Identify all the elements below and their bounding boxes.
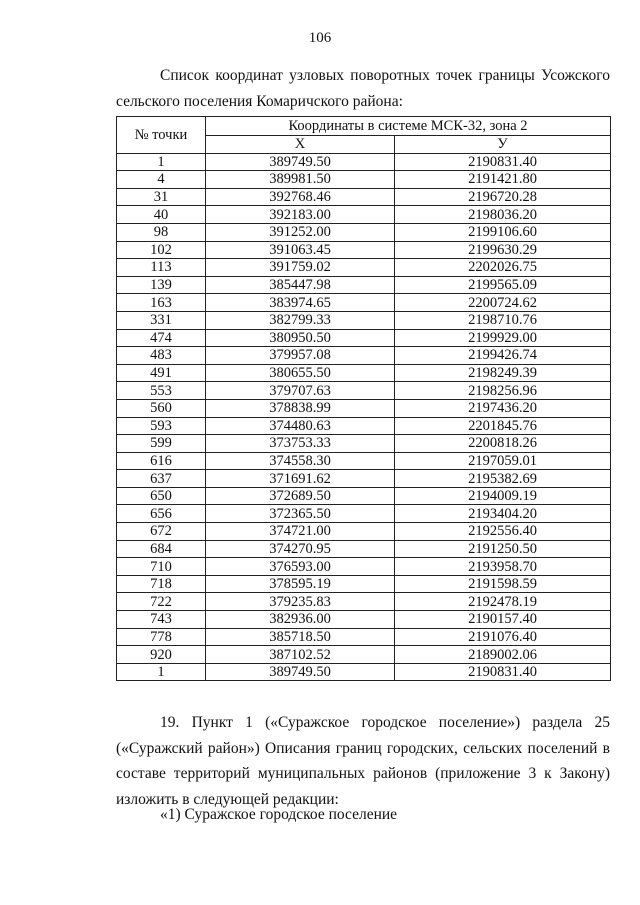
cell-x: 374558.30 [206,452,395,470]
intro-paragraph [116,63,610,115]
cell-x: 379707.63 [206,382,395,400]
cell-x: 372365.50 [206,505,395,523]
cell-y: 2191076.40 [395,628,611,646]
cell-y: 2192478.19 [395,593,611,611]
cell-y: 2197436.20 [395,399,611,417]
item-1-heading: «1) Суражское городское поселение [160,806,398,823]
cell-y: 2196720.28 [395,188,611,206]
header-x: X [206,136,395,154]
intro-line-1: Список координат узловых поворотных точек границы Усожского [160,67,610,84]
cell-x: 383974.65 [206,294,395,312]
cell-point-number: 743 [117,611,206,629]
cell-x: 389749.50 [206,663,395,681]
cell-y: 2199929.00 [395,329,611,347]
cell-point-number: 98 [117,223,206,241]
table-row [117,663,611,681]
cell-y: 2193958.70 [395,558,611,576]
table-row [117,593,611,611]
intro-line-2: сельского поселения Комаричского района: [116,93,403,110]
cell-y: 2198036.20 [395,206,611,224]
cell-point-number: 4 [117,171,206,189]
table-row [117,347,611,365]
page-number: 106 [308,30,332,46]
cell-point-number: 163 [117,294,206,312]
cell-y: 2198256.96 [395,382,611,400]
cell-y: 2195382.69 [395,470,611,488]
table-row [117,523,611,541]
cell-x: 373753.33 [206,435,395,453]
cell-y: 2199106.60 [395,223,611,241]
cell-point-number: 656 [117,505,206,523]
cell-point-number: 710 [117,558,206,576]
cell-point-number: 1 [117,663,206,681]
cell-y: 2200818.26 [395,435,611,453]
cell-y: 2202026.75 [395,259,611,277]
table-row [117,435,611,453]
header-point-number: № точки [117,117,206,154]
cell-x: 392768.46 [206,188,395,206]
cell-point-number: 113 [117,259,206,277]
cell-x: 392183.00 [206,206,395,224]
table-row [117,575,611,593]
cell-x: 385447.98 [206,276,395,294]
table-row [117,171,611,189]
cell-x: 385718.50 [206,628,395,646]
cell-y: 2190831.40 [395,153,611,171]
table-row [117,505,611,523]
paragraph-19: 19. Пункт 1 («Суражское городское поселение») раздела 25 («Суражский район») Описания границ городских, сельских поселений в составе территорий муниципальных районов (приложение 3 к Закону) изложить в следующей редакции: [116,714,610,808]
cell-point-number: 593 [117,417,206,435]
cell-x: 372689.50 [206,487,395,505]
table-row [117,311,611,329]
cell-x: 387102.52 [206,646,395,664]
cell-x: 374270.95 [206,540,395,558]
cell-x: 374480.63 [206,417,395,435]
cell-y: 2194009.19 [395,487,611,505]
cell-x: 391252.00 [206,223,395,241]
cell-point-number: 650 [117,487,206,505]
cell-x: 376593.00 [206,558,395,576]
table-row [117,470,611,488]
table-row [117,153,611,171]
cell-point-number: 718 [117,575,206,593]
cell-point-number: 920 [117,646,206,664]
cell-x: 378838.99 [206,399,395,417]
cell-point-number: 560 [117,399,206,417]
cell-point-number: 474 [117,329,206,347]
cell-x: 391759.02 [206,259,395,277]
table-row [117,329,611,347]
cell-point-number: 331 [117,311,206,329]
table-row [117,188,611,206]
cell-y: 2199426.74 [395,347,611,365]
table-row [117,276,611,294]
cell-point-number: 637 [117,470,206,488]
cell-y: 2193404.20 [395,505,611,523]
cell-x: 374721.00 [206,523,395,541]
cell-y: 2198249.39 [395,364,611,382]
cell-x: 379957.08 [206,347,395,365]
cell-y: 2191421.80 [395,171,611,189]
cell-y: 2191598.59 [395,575,611,593]
cell-y: 2190831.40 [395,663,611,681]
table-row [117,206,611,224]
table-row [117,294,611,312]
cell-y: 2189002.06 [395,646,611,664]
cell-y: 2190157.40 [395,611,611,629]
coordinates-table [116,116,611,681]
cell-x: 391063.45 [206,241,395,259]
cell-y: 2199630.29 [395,241,611,259]
header-coordinate-system: Координаты в системе МСК-32, зона 2 [206,117,611,136]
cell-x: 379235.83 [206,593,395,611]
cell-x: 378595.19 [206,575,395,593]
cell-x: 389749.50 [206,153,395,171]
cell-y: 2199565.09 [395,276,611,294]
cell-x: 382936.00 [206,611,395,629]
cell-y: 2197059.01 [395,452,611,470]
table-row [117,540,611,558]
cell-x: 382799.33 [206,311,395,329]
cell-point-number: 102 [117,241,206,259]
table-row [117,399,611,417]
coordinates-table-body [117,153,611,681]
cell-y: 2198710.76 [395,311,611,329]
cell-point-number: 40 [117,206,206,224]
cell-x: 380950.50 [206,329,395,347]
cell-point-number: 491 [117,364,206,382]
cell-y: 2192556.40 [395,523,611,541]
table-row [117,558,611,576]
header-y: У [395,136,611,154]
cell-point-number: 139 [117,276,206,294]
table-row [117,382,611,400]
cell-point-number: 684 [117,540,206,558]
cell-point-number: 1 [117,153,206,171]
table-row [117,487,611,505]
cell-x: 389981.50 [206,171,395,189]
cell-y: 2191250.50 [395,540,611,558]
table-row [117,452,611,470]
cell-y: 2201845.76 [395,417,611,435]
cell-x: 380655.50 [206,364,395,382]
table-row [117,364,611,382]
cell-x: 371691.62 [206,470,395,488]
table-row [117,259,611,277]
table-row [117,646,611,664]
cell-point-number: 616 [117,452,206,470]
cell-point-number: 553 [117,382,206,400]
cell-point-number: 483 [117,347,206,365]
table-row [117,628,611,646]
cell-point-number: 778 [117,628,206,646]
cell-y: 2200724.62 [395,294,611,312]
cell-point-number: 599 [117,435,206,453]
cell-point-number: 31 [117,188,206,206]
table-row [117,241,611,259]
cell-point-number: 722 [117,593,206,611]
table-row [117,223,611,241]
cell-point-number: 672 [117,523,206,541]
table-row [117,417,611,435]
table-row [117,611,611,629]
